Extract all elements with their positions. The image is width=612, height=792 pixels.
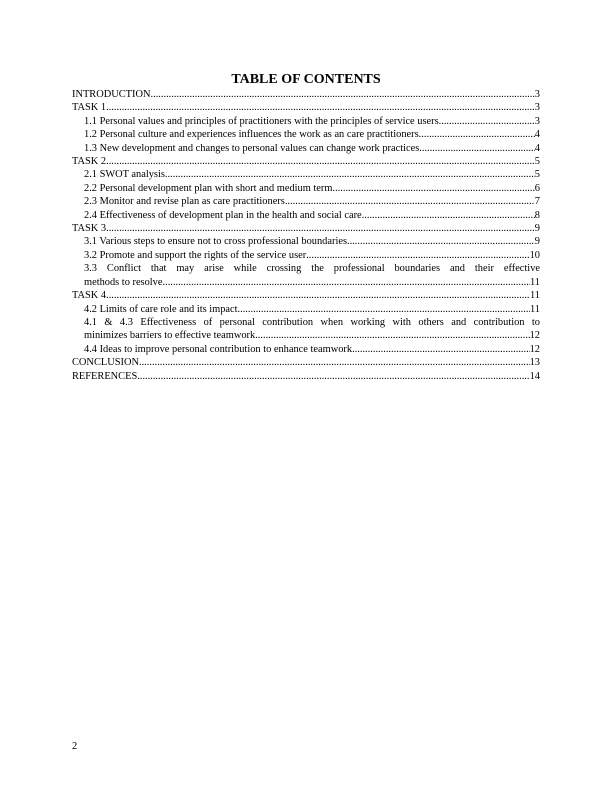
toc-page-number: 3 [534,115,540,127]
toc-entry-label: TASK 2 [72,156,107,168]
toc-entry-label: CONCLUSION [72,357,139,369]
toc-entry-label: 2.2 Personal development plan with short and medium term [84,182,333,194]
dot-leader [238,303,530,316]
toc-entry-label: 3.3 Conflict that may arise while crossing the professional boundaries and their effective [84,263,540,275]
toc-entry-task-3[interactable] [72,222,540,235]
toc-entry-references[interactable] [72,370,540,383]
toc-entry-label: 2.1 SWOT analysis [84,169,165,181]
table-of-contents [72,88,540,383]
toc-page-number: 11 [529,303,540,315]
dot-leader [163,276,530,289]
toc-entry-label: 3.1 Various steps to ensure not to cross professional boundaries [84,236,347,248]
dot-leader [255,329,529,342]
toc-page-number: 11 [529,276,540,288]
toc-entry-1-2[interactable] [72,128,540,141]
toc-entry-task-2[interactable] [72,155,540,168]
toc-page-number: 10 [529,249,540,261]
toc-title: TABLE OF CONTENTS [231,72,381,87]
toc-entry-3-3[interactable] [72,276,540,289]
dot-leader [151,88,535,101]
dot-leader [352,343,530,356]
toc-page-number: 8 [534,209,540,221]
toc-page-number: 3 [534,89,540,100]
toc-entry-1-1[interactable] [72,115,540,128]
toc-page-number: 14 [529,370,540,382]
toc-entry-label: 1.3 New development and changes to personal values can change work practices [84,142,420,154]
toc-entry-label: 4.2 Limits of care role and its impact [84,303,238,315]
toc-entry-label: 4.4 Ideas to improve personal contribution to enhance teamwork [84,343,353,355]
toc-entry-task-4[interactable] [72,289,540,302]
toc-entry-label: 1.2 Personal culture and experiences influences the work as an care practitioners [84,129,419,141]
dot-leader [306,249,529,262]
dot-leader [137,370,529,383]
dot-leader [106,289,530,302]
toc-page-number: 4 [534,129,540,141]
toc-entry-label: 2.3 Monitor and revise plan as care practitioners [84,196,285,208]
toc-entry-label: REFERENCES [72,370,138,382]
toc-entry-label: TASK 4 [72,290,107,302]
toc-entry-1-3[interactable] [72,142,540,155]
dot-leader [347,235,535,248]
toc-page-number: 6 [534,182,540,194]
dot-leader [439,115,535,128]
toc-entry-2-3[interactable] [72,195,540,208]
dot-leader [285,195,535,208]
toc-page-number: 9 [534,223,540,235]
toc-entry-task-1[interactable] [72,101,540,114]
toc-entry-2-4[interactable] [72,209,540,222]
toc-entry-2-1[interactable] [72,168,540,181]
dot-leader [419,142,535,155]
toc-entry-label: methods to resolve [84,276,163,288]
toc-page-number: 9 [534,236,540,248]
toc-entry-4-1-line1[interactable] [72,316,540,329]
dot-leader [332,182,534,195]
dot-leader [106,155,535,168]
dot-leader [106,222,535,235]
toc-entry-4-1[interactable] [72,329,540,342]
toc-entry-label: 1.1 Personal values and principles of practitioners with the principles of service users [84,115,439,127]
toc-page-number: 11 [529,290,540,302]
toc-entry-label: INTRODUCTION [72,89,151,100]
dot-leader [165,168,535,181]
toc-entry-label: 4.1 & 4.3 Effectiveness of personal contribution when working with others and contribution to [84,316,540,328]
toc-entry-4-2[interactable] [72,303,540,316]
toc-entry-3-2[interactable] [72,249,540,262]
toc-page-number: 5 [534,169,540,181]
toc-page-number: 3 [534,102,540,114]
toc-entry-2-2[interactable] [72,182,540,195]
dot-leader [419,128,535,141]
toc-entry-3-1[interactable] [72,235,540,248]
dot-leader [106,101,535,114]
toc-entry-3-3-line1[interactable] [72,262,540,275]
toc-page-number: 7 [534,196,540,208]
toc-entry-label: TASK 1 [72,102,107,114]
toc-page-number: 4 [534,142,540,154]
page-number: 2 [72,741,78,752]
toc-page-number: 12 [529,343,540,355]
toc-entry-4-4[interactable] [72,343,540,356]
toc-page-number: 12 [529,330,540,342]
toc-entry-label: 2.4 Effectiveness of development plan in the health and social care [84,209,362,221]
toc-entry-label: minimizes barriers to effective teamwork [84,330,256,342]
dot-leader [139,356,530,369]
toc-entry-label: 3.2 Promote and support the rights of the service user [84,249,307,261]
toc-entry-conclusion[interactable] [72,356,540,369]
toc-page-number: 5 [534,156,540,168]
toc-page-number: 13 [529,357,540,369]
toc-entry-label: TASK 3 [72,223,107,235]
dot-leader [362,209,535,222]
toc-entry-introduction[interactable] [72,88,540,101]
